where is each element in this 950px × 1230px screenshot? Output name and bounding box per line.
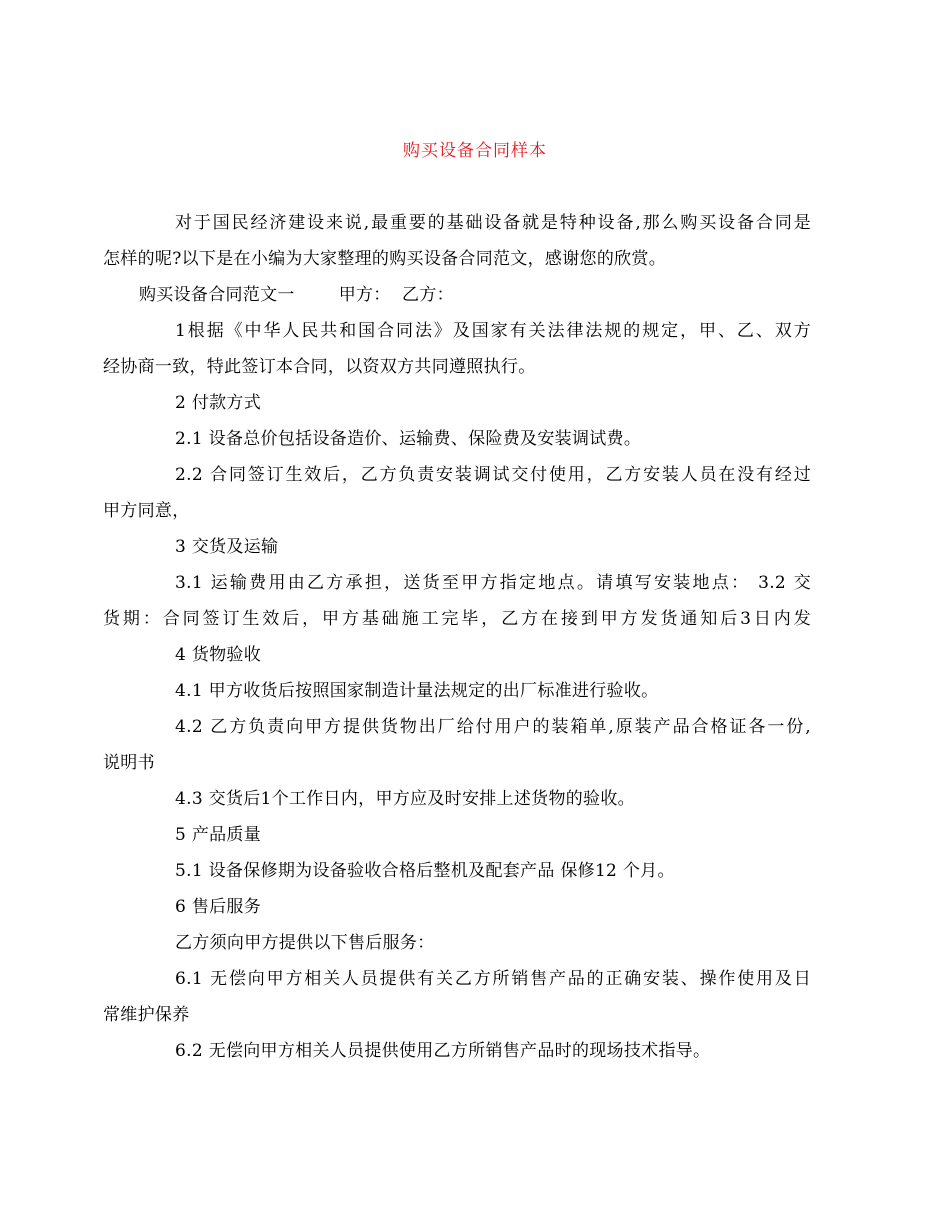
clause-5-1 [139,853,811,889]
text-line: 货期：合同签订生效后，甲方基础施工完毕，乙方在接到甲方发货通知后3日内发 [103,609,811,629]
text-line: 2.1 设备总价包括设备造价、运输费、保险费及安装调试费。 [175,429,642,449]
clause-4-3 [139,781,811,817]
clause-1 [103,313,811,385]
text-line: 说明书 [103,753,155,773]
clause-2-1 [139,421,811,457]
text-line: 对于国民经济建设来说,最重要的基础设备就是特种设备,那么购买设备合同是 [175,213,811,233]
text-line: 5.1 设备保修期为设备验收合格后整机及配套产品 保修12 个月。 [175,861,675,881]
clause-6-1 [103,961,811,1033]
text-line: 3.1 运输费用由乙方承担，送货至甲方指定地点。请填写安装地点： 3.2 交 [175,573,811,593]
text-line: 甲方同意， [103,501,190,521]
section-heading [139,637,811,673]
text-line: 乙方须向甲方提供以下售后服务： [175,933,435,953]
text-line: 2.2 合同签订生效后，乙方负责安装调试交付使用，乙方安装人员在没有经过 [175,465,811,485]
text-line: 6 售后服务 [175,897,262,917]
party-a-label: 甲方： [338,285,391,305]
text-line: 4 货物验收 [175,645,262,665]
section-heading [139,817,811,853]
sample-title: 购买设备合同范文一 [139,285,295,305]
text-line: 1根据《中华人民共和国合同法》及国家有关法律法规的规定，甲、乙、双方 [175,321,811,341]
party-b-label: 乙方： [402,285,454,305]
service-intro [139,925,811,961]
text-line: 2 付款方式 [175,393,262,413]
text-line: 6.1 无偿向甲方相关人员提供有关乙方所销售产品的正确安装、操作使用及日 [175,969,811,989]
section-heading [139,889,811,925]
intro-paragraph [103,205,811,277]
text-line: 常维护保养 [103,1005,190,1025]
sample-heading-line [139,277,811,313]
section-heading [139,529,811,565]
text-line: 4.2 乙方负责向甲方提供货物出厂给付用户的装箱单,原装产品合格证各一份, [175,717,811,737]
text-line: 4.3 交货后1个工作日内，甲方应及时安排上述货物的验收。 [175,789,635,809]
clause-4-2 [103,709,811,781]
text-line: 3 交货及运输 [175,537,279,557]
document-title: 购买设备合同样本 [403,141,547,161]
clause-2-2 [103,457,811,529]
text-line: 怎样的呢?以下是在小编为大家整理的购买设备合同范文，感谢您的欣赏。 [103,249,667,269]
text-line: 5 产品质量 [175,825,262,845]
document-body [103,205,811,1069]
clause-6-2 [139,1033,811,1069]
section-heading [139,385,811,421]
clause-4-1 [139,673,811,709]
text-line: 4.1 甲方收货后按照国家制造计量法规定的出厂标准进行验收。 [175,681,659,701]
text-line: 6.2 无偿向甲方相关人员提供使用乙方所销售产品时的现场技术指导。 [175,1041,711,1061]
clause-3-1 [103,565,811,637]
text-line: 经协商一致，特此签订本合同，以资双方共同遵照执行。 [103,357,536,377]
